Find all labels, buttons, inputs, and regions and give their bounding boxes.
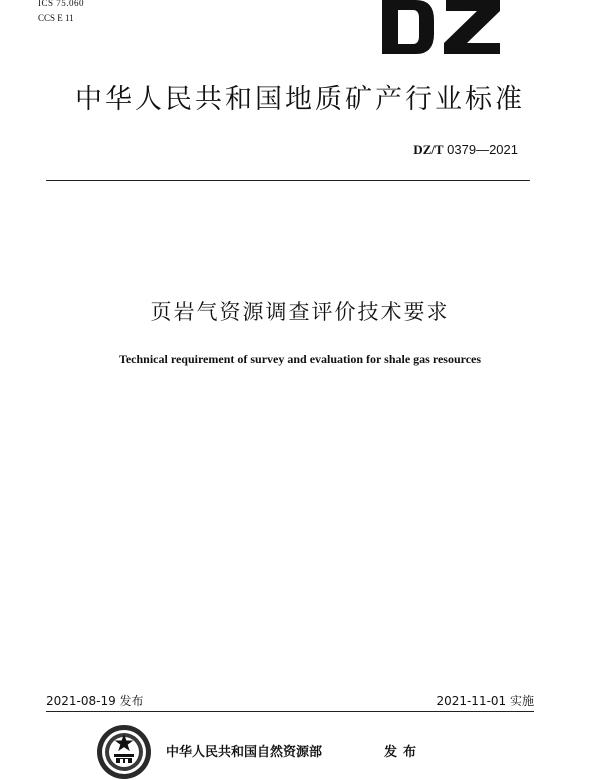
- top-divider: [46, 180, 530, 181]
- issue-verb: 发布: [384, 745, 423, 760]
- standard-category: 中华人民共和国地质矿产行业标准: [75, 84, 525, 115]
- ccs-code: CCS E 11: [38, 13, 74, 23]
- standard-number: [413, 142, 518, 158]
- national-emblem-icon: [96, 724, 152, 780]
- issuer-name: 中华人民共和国自然资源部: [166, 745, 323, 760]
- title-english: Technical requirement of survey and evaluation for shale gas resources: [118, 352, 482, 366]
- issue-date: 2021-08-19 发布: [46, 694, 144, 708]
- ics-code: ICS 75.060: [38, 0, 85, 8]
- standard-number-value: 0379—2021: [447, 142, 518, 157]
- standard-number-prefix: DZ/T: [413, 142, 444, 157]
- bottom-divider: [46, 711, 534, 712]
- implementation-date: 2021-11-01 实施: [436, 694, 534, 708]
- dz-logo: [382, 0, 502, 54]
- title-chinese: 页岩气资源调查评价技术要求: [150, 300, 450, 324]
